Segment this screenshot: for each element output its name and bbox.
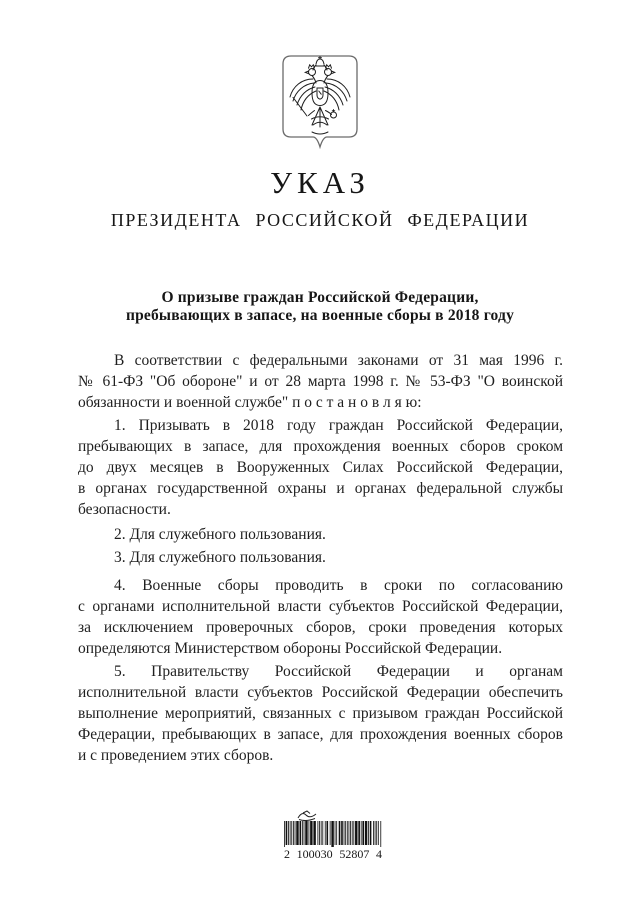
subject-line-2: пребывающих в запасе, на военные сборы в 2018 году: [125, 307, 515, 324]
barcode-bars: [284, 821, 382, 847]
paragraph: [78, 350, 563, 413]
paragraph: [78, 524, 563, 545]
text-line: 3. Для служебного пользования.: [114, 549, 326, 566]
decree-subject-heading: [0, 289, 640, 325]
text-line: определяются Министерством обороны Российской Федерации.: [78, 640, 503, 657]
text-line: 2. Для служебного пользования.: [114, 526, 326, 543]
text-line: до двух месяцев в Вооруженных Силах Российской Федерации,: [78, 459, 563, 476]
text-line: и с проведением этих сборов.: [78, 747, 274, 764]
russian-coat-of-arms: [282, 55, 358, 157]
text-line: 4. Военные сборы проводить в сроки по согласованию: [114, 577, 563, 594]
document-type-title: УКАЗ: [270, 165, 370, 200]
paragraph: [78, 575, 563, 659]
text-line: 5. Правительству Российской Федерации и органам: [114, 663, 563, 680]
text-line: пребывающих в запасе, для прохождения военных сборов сроком: [78, 438, 563, 455]
document-issuer-title: ПРЕЗИДЕНТА РОССИЙСКОЙ ФЕДЕРАЦИИ: [110, 210, 530, 230]
stamp-mark-icon: [283, 808, 383, 821]
paragraph: [78, 547, 563, 568]
barcode-digit-group: 4: [375, 847, 382, 861]
text-line: № 61-ФЗ "Об обороне" и от 28 марта 1998 г. № 53-ФЗ "О воинской: [78, 373, 563, 390]
coat-of-arms-icon: [282, 55, 358, 157]
paragraph: [78, 661, 563, 766]
text-line: 1. Призывать в 2018 году граждан Российской Федерации,: [114, 417, 563, 434]
subject-line-1: О призыве граждан Российской Федерации,: [161, 289, 479, 306]
text-line: В соответствии с федеральными законами от 31 мая 1996 г.: [114, 352, 563, 369]
text-line: с органами исполнительной власти субъектов Российской Федерации,: [78, 598, 563, 615]
barcode-digit-group: 100030: [296, 847, 333, 861]
text-line: Федерации, пребывающих в запасе, для прохождения военных сборов: [78, 726, 563, 743]
text-line: за исключением проверочных сборов, сроки проведения которых: [78, 619, 563, 636]
text-line: обязанности и военной службе" п о с т а н о в л я ю:: [78, 394, 422, 411]
registration-barcode: [283, 808, 383, 860]
text-line: выполнение мероприятий, связанных с призывом граждан Российской: [78, 705, 563, 722]
barcode-digit-group: 2: [284, 847, 290, 861]
decree-body: [78, 350, 563, 766]
text-line: исполнительной власти субъектов Российской Федерации обеспечить: [78, 684, 563, 701]
text-line: безопасности.: [78, 501, 171, 518]
paragraph: [78, 415, 563, 520]
barcode-digits: [284, 848, 382, 860]
text-line: в органах государственной охраны и органах федеральной службы: [78, 480, 563, 497]
barcode-digit-group: 52807: [339, 847, 370, 861]
